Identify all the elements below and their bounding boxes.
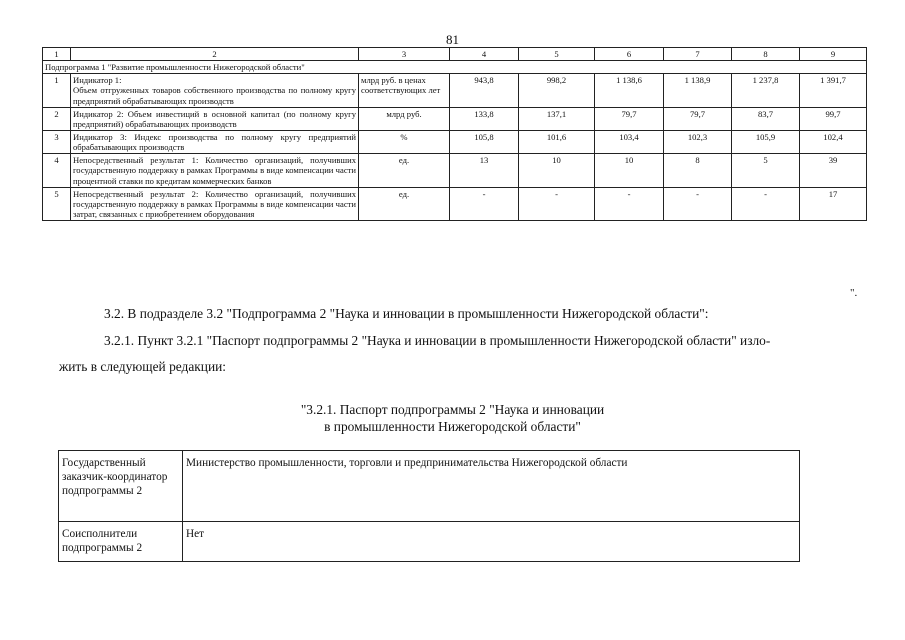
value-cell: 10 bbox=[595, 154, 664, 187]
value-cell: - bbox=[664, 187, 732, 220]
passport-value: Нет bbox=[183, 522, 800, 562]
passport-row bbox=[59, 451, 800, 522]
indicator-name-cell: Индикатор 2: Объем инвестиций в основной капитал (по полному кругу предприятий) обрабатывающих производств bbox=[71, 107, 359, 130]
table-row bbox=[43, 74, 867, 107]
value-cell: 1 138,6 bbox=[595, 74, 664, 107]
value-cell: - bbox=[595, 187, 664, 220]
passport-table bbox=[58, 450, 800, 562]
value-cell: 102,4 bbox=[800, 130, 867, 153]
table-header-cell: 3 bbox=[359, 48, 450, 61]
table-header-cell: 7 bbox=[664, 48, 732, 61]
value-cell: 17 bbox=[800, 187, 867, 220]
passport-title-line2: в промышленности Нижегородской области" bbox=[324, 419, 581, 434]
subprogram-row bbox=[43, 61, 867, 74]
unit-cell: млрд руб. bbox=[359, 107, 450, 130]
indicator-name-cell: Непосредственный результат 2: Количество организаций, получивших государственную поддержку в рамках Программы в виде компенсации части затрат, связанных с приобретением оборудования bbox=[71, 187, 359, 220]
unit-cell: ед. bbox=[359, 154, 450, 187]
table-header-cell: 8 bbox=[732, 48, 800, 61]
page-number: 81 bbox=[446, 32, 459, 47]
subprogram-title: Подпрограмма 1 "Развитие промышленности Нижегородской области" bbox=[43, 61, 867, 74]
value-cell: 105,9 bbox=[732, 130, 800, 153]
value-cell: 79,7 bbox=[664, 107, 732, 130]
indicators-table bbox=[42, 47, 867, 221]
value-cell: 103,4 bbox=[595, 130, 664, 153]
value-cell: 99,7 bbox=[800, 107, 867, 130]
table-header-cell: 6 bbox=[595, 48, 664, 61]
value-cell: 1 237,8 bbox=[732, 74, 800, 107]
row-number-cell: 4 bbox=[43, 154, 71, 187]
value-cell: 1 391,7 bbox=[800, 74, 867, 107]
table-header-cell: 2 bbox=[71, 48, 359, 61]
value-cell: 5 bbox=[732, 154, 800, 187]
passport-value: Министерство промышленности, торговли и предпринимательства Нижегородской области bbox=[183, 451, 800, 522]
value-cell: 105,8 bbox=[450, 130, 519, 153]
passport-label: Соисполнители подпрограммы 2 bbox=[59, 522, 183, 562]
passport-title-line1: "3.2.1. Паспорт подпрограммы 2 "Наука и инновации bbox=[300, 402, 605, 417]
value-cell: 943,8 bbox=[450, 74, 519, 107]
paragraph-3-2: 3.2. В подразделе 3.2 "Подпрограмма 2 "Наука и инновации в промышленности Нижегородской области": bbox=[104, 306, 709, 321]
value-cell: - bbox=[450, 187, 519, 220]
value-cell: 102,3 bbox=[664, 130, 732, 153]
table-header-cell: 9 bbox=[800, 48, 867, 61]
row-number-cell: 3 bbox=[43, 130, 71, 153]
value-cell: - bbox=[732, 187, 800, 220]
row-number-cell: 5 bbox=[43, 187, 71, 220]
row-number-cell: 2 bbox=[43, 107, 71, 130]
indicator-name-cell: Индикатор 1: Объем отгруженных товаров собственного производства по полному кругу предприятий обрабатывающих производств bbox=[71, 74, 359, 107]
indicator-rows bbox=[43, 74, 867, 221]
passport-label: Государственный заказчик-координатор подпрограммы 2 bbox=[59, 451, 183, 522]
table-header-cell: 5 bbox=[519, 48, 595, 61]
table-header-cell: 4 bbox=[450, 48, 519, 61]
unit-cell: млрд руб. в ценах соответствующих лет bbox=[359, 74, 450, 107]
value-cell: 10 bbox=[519, 154, 595, 187]
value-cell: 83,7 bbox=[732, 107, 800, 130]
value-cell: 998,2 bbox=[519, 74, 595, 107]
table-row bbox=[43, 187, 867, 220]
closing-quote: ". bbox=[850, 287, 858, 299]
value-cell: 39 bbox=[800, 154, 867, 187]
passport-row bbox=[59, 522, 800, 562]
row-number-cell: 1 bbox=[43, 74, 71, 107]
unit-cell: ед. bbox=[359, 187, 450, 220]
paragraph-3-2-1-line2: жить в следующей редакции: bbox=[59, 359, 227, 374]
table-row bbox=[43, 154, 867, 187]
value-cell: - bbox=[519, 187, 595, 220]
value-cell: 8 bbox=[664, 154, 732, 187]
value-cell: 133,8 bbox=[450, 107, 519, 130]
table-header-row bbox=[43, 48, 867, 61]
table-row bbox=[43, 130, 867, 153]
paragraph-3-2-1-line1: 3.2.1. Пункт 3.2.1 "Паспорт подпрограммы 2 "Наука и инновации в промышленности Нижегородской области" изло- bbox=[104, 333, 771, 348]
value-cell: 1 138,9 bbox=[664, 74, 732, 107]
indicator-name-cell: Непосредственный результат 1: Количество организаций, получивших государственную поддержку в рамках Программы в виде компенсации части процентной ставки по кредитам коммерческих банков bbox=[71, 154, 359, 187]
value-cell: 137,1 bbox=[519, 107, 595, 130]
table-row bbox=[43, 107, 867, 130]
value-cell: 79,7 bbox=[595, 107, 664, 130]
unit-cell: % bbox=[359, 130, 450, 153]
indicator-name-cell: Индикатор 3: Индекс производства по полному кругу предприятий обрабатывающих производств bbox=[71, 130, 359, 153]
value-cell: 101,6 bbox=[519, 130, 595, 153]
value-cell: 13 bbox=[450, 154, 519, 187]
table-header-cell: 1 bbox=[43, 48, 71, 61]
